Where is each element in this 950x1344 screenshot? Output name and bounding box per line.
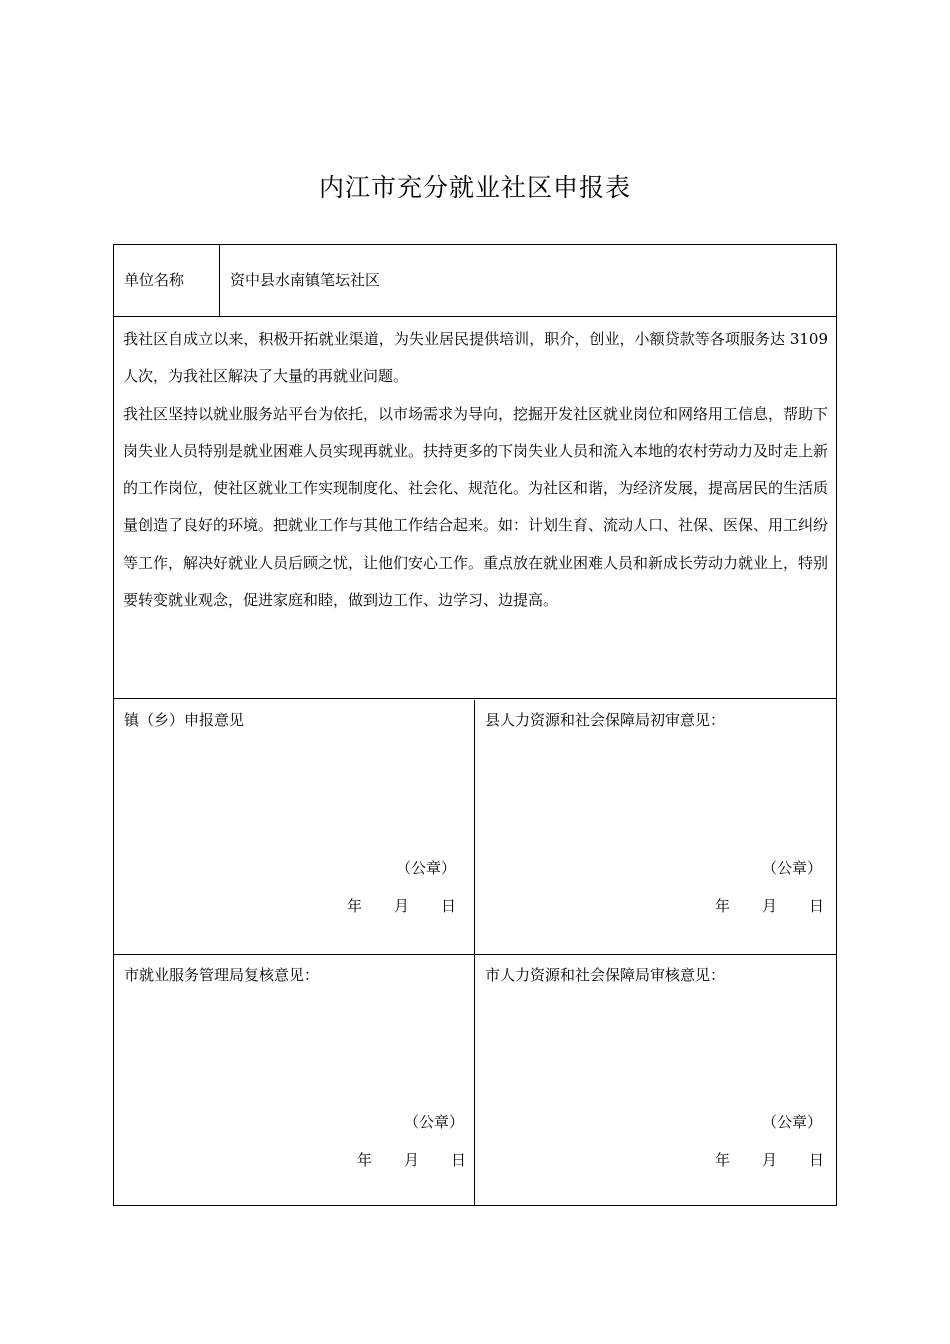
town-date-day: 日 xyxy=(440,897,456,915)
county-date-line xyxy=(715,894,824,918)
city-employment-date-year: 年 xyxy=(356,1151,372,1169)
opinion-row-1 xyxy=(114,700,836,955)
county-date-year: 年 xyxy=(714,897,730,915)
unit-name-label: 单位名称 xyxy=(114,245,220,316)
description-section xyxy=(114,317,836,699)
county-opinion-cell xyxy=(475,700,836,954)
description-paragraph-2: 我社区坚持以就业服务站平台为依托，以市场需求为导向，挖掘开发社区就业岗位和网络用工信息，帮助下岗失业人员特别是就业困难人员实现再就业。扶持更多的下岗失业人员和流入本地的农村劳动力及时走上新的工作岗位，使社区就业工作实现制度化、社会化、规范化。为社区和谐，为经济发展，提高居民的生活质量创造了良好的环境。把就业工作与其他工作结合起来。如：计划生育、流动人口、社保、医保、用工纠纷等工作，解决好就业人员后顾之忧，让他们安心工作。重点放在就业困难人员和新成长劳动力就业上，特别要转变就业观念，促进家庭和睦，做到边工作、边学习、边提高。 xyxy=(123,404,829,610)
city-hr-date-month: 月 xyxy=(761,1151,777,1169)
city-employment-opinion-title: 市就业服务管理局复核意见： xyxy=(124,966,320,984)
city-hr-date-day: 日 xyxy=(808,1151,824,1169)
town-date-year: 年 xyxy=(346,897,362,915)
city-hr-date-year: 年 xyxy=(714,1151,730,1169)
city-employment-opinion-cell xyxy=(114,955,475,1205)
town-date-month: 月 xyxy=(393,897,409,915)
city-employment-date-month: 月 xyxy=(403,1151,419,1169)
opinion-row-2 xyxy=(114,955,836,1205)
city-employment-date-day: 日 xyxy=(450,1151,466,1169)
description-paragraph-1: 我社区自成立以来，积极开拓就业渠道，为失业居民提供培训，职介，创业，小额贷款等各项服务达 3109 人次，为我社区解决了大量的再就业问题。 xyxy=(123,330,828,386)
city-hr-date-line xyxy=(715,1148,824,1172)
unit-name-row xyxy=(114,245,836,317)
city-hr-opinion-cell xyxy=(475,955,836,1205)
county-official-seal: （公章） xyxy=(761,859,822,877)
county-date-month: 月 xyxy=(761,897,777,915)
county-date-day: 日 xyxy=(808,897,824,915)
town-opinion-cell xyxy=(114,700,475,954)
town-date-line xyxy=(347,894,456,918)
town-opinion-title: 镇（乡）申报意见 xyxy=(124,711,245,729)
county-opinion-title: 县人力资源和社会保障局初审意见： xyxy=(485,711,726,729)
town-official-seal: （公章） xyxy=(395,859,456,877)
city-hr-opinion-title: 市人力资源和社会保障局审核意见： xyxy=(485,966,726,984)
city-employment-official-seal: （公章） xyxy=(403,1113,464,1131)
unit-name-value: 资中县水南镇笔坛社区 xyxy=(230,271,381,289)
city-employment-date-line xyxy=(357,1148,466,1172)
application-form xyxy=(113,244,837,1206)
city-hr-official-seal: （公章） xyxy=(761,1113,822,1131)
page-title: 内江市充分就业社区申报表 xyxy=(318,173,631,202)
